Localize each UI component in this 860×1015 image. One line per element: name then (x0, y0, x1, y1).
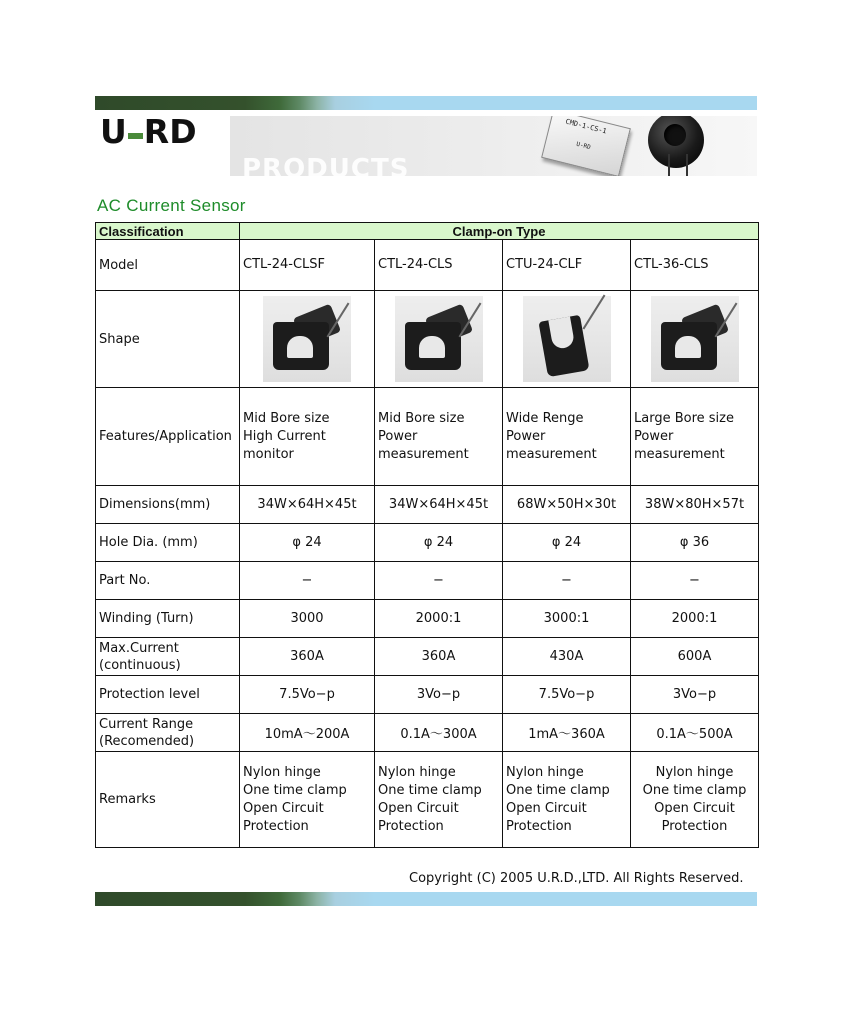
protection-cell: 7.5Vo−p (240, 676, 375, 714)
max-current-cell: 360A (240, 638, 375, 676)
table-row-winding (96, 600, 759, 638)
hole-cell: φ 24 (240, 524, 375, 562)
hole-cell: φ 36 (631, 524, 759, 562)
row-label: Max.Current (continuous) (96, 638, 240, 676)
company-logo: U RD (100, 112, 197, 151)
features-cell: Mid Bore size High Current monitor (240, 388, 375, 486)
current-range-cell: 1mA〜360A (503, 714, 631, 752)
remarks-cell: Nylon hinge One time clamp Open Circuit Protection (503, 752, 631, 848)
classification-header: Classification (96, 223, 240, 240)
clamp-sensor-photo (523, 296, 611, 382)
row-label: Dimensions(mm) (96, 486, 240, 524)
current-range-cell: 10mA〜200A (240, 714, 375, 752)
protection-cell: 3Vo−p (375, 676, 503, 714)
banner-title: PRODUCTS (242, 154, 410, 176)
spec-table (95, 222, 759, 848)
dimensions-cell: 68W×50H×30t (503, 486, 631, 524)
table-row-remarks (96, 752, 759, 848)
copyright-text: Copyright (C) 2005 U.R.D.,LTD. All Rights Reserved. (409, 871, 744, 886)
features-cell: Large Bore size Power measurement (631, 388, 759, 486)
shape-cell (240, 291, 375, 388)
row-label: Remarks (96, 752, 240, 848)
dimensions-cell: 34W×64H×45t (240, 486, 375, 524)
row-label: Winding (Turn) (96, 600, 240, 638)
row-label: Current Range (Recomended) (96, 714, 240, 752)
table-row-shape (96, 291, 759, 388)
table-header-row (96, 223, 759, 240)
table-row-hole (96, 524, 759, 562)
winding-cell: 3000 (240, 600, 375, 638)
table-row-model (96, 240, 759, 291)
protection-cell: 3Vo−p (631, 676, 759, 714)
max-current-cell: 600A (631, 638, 759, 676)
current-range-cell: 0.1A〜300A (375, 714, 503, 752)
max-current-cell: 430A (503, 638, 631, 676)
row-label: Model (96, 240, 240, 291)
products-banner (230, 116, 757, 176)
bottom-decorative-band (95, 892, 757, 906)
row-label: Protection level (96, 676, 240, 714)
clamp-sensor-photo (651, 296, 739, 382)
shape-cell (503, 291, 631, 388)
part-cell: − (240, 562, 375, 600)
table-row-part (96, 562, 759, 600)
row-label: Features/Application (96, 388, 240, 486)
model-cell: CTL-24-CLSF (240, 240, 375, 291)
max-current-cell: 360A (375, 638, 503, 676)
model-cell: CTL-36-CLS (631, 240, 759, 291)
part-cell: − (631, 562, 759, 600)
part-cell: − (503, 562, 631, 600)
remarks-cell: Nylon hinge One time clamp Open Circuit Protection (375, 752, 503, 848)
row-label: Part No. (96, 562, 240, 600)
shape-cell (375, 291, 503, 388)
part-cell: − (375, 562, 503, 600)
top-decorative-band (95, 96, 757, 110)
sensor-lead (668, 154, 670, 176)
hole-cell: φ 24 (503, 524, 631, 562)
winding-cell: 3000:1 (503, 600, 631, 638)
dimensions-cell: 38W×80H×57t (631, 486, 759, 524)
type-header: Clamp-on Type (240, 223, 759, 240)
features-cell: Wide Renge Power measurement (503, 388, 631, 486)
remarks-cell: Nylon hinge One time clamp Open Circuit Protection (240, 752, 375, 848)
hole-cell: φ 24 (375, 524, 503, 562)
table-row-max-current (96, 638, 759, 676)
clamp-sensor-photo (263, 296, 351, 382)
row-label: Hole Dia. (mm) (96, 524, 240, 562)
features-cell: Mid Bore size Power measurement (375, 388, 503, 486)
clamp-sensor-photo (395, 296, 483, 382)
row-label: Shape (96, 291, 240, 388)
remarks-cell: Nylon hinge One time clamp Open Circuit Protection (631, 752, 759, 848)
dimensions-cell: 34W×64H×45t (375, 486, 503, 524)
winding-cell: 2000:1 (631, 600, 759, 638)
protection-cell: 7.5Vo−p (503, 676, 631, 714)
table-row-features (96, 388, 759, 486)
table-row-protection (96, 676, 759, 714)
table-row-current-range (96, 714, 759, 752)
winding-cell: 2000:1 (375, 600, 503, 638)
current-range-cell: 0.1A〜500A (631, 714, 759, 752)
sensor-module-image: CMD-1-CS-1 U-RD (541, 116, 631, 176)
model-cell: CTU-24-CLF (503, 240, 631, 291)
sensor-lead (686, 154, 688, 176)
shape-cell (631, 291, 759, 388)
table-row-dimensions (96, 486, 759, 524)
model-cell: CTL-24-CLS (375, 240, 503, 291)
ring-sensor-image (648, 116, 704, 168)
page-title: AC Current Sensor (97, 196, 246, 215)
